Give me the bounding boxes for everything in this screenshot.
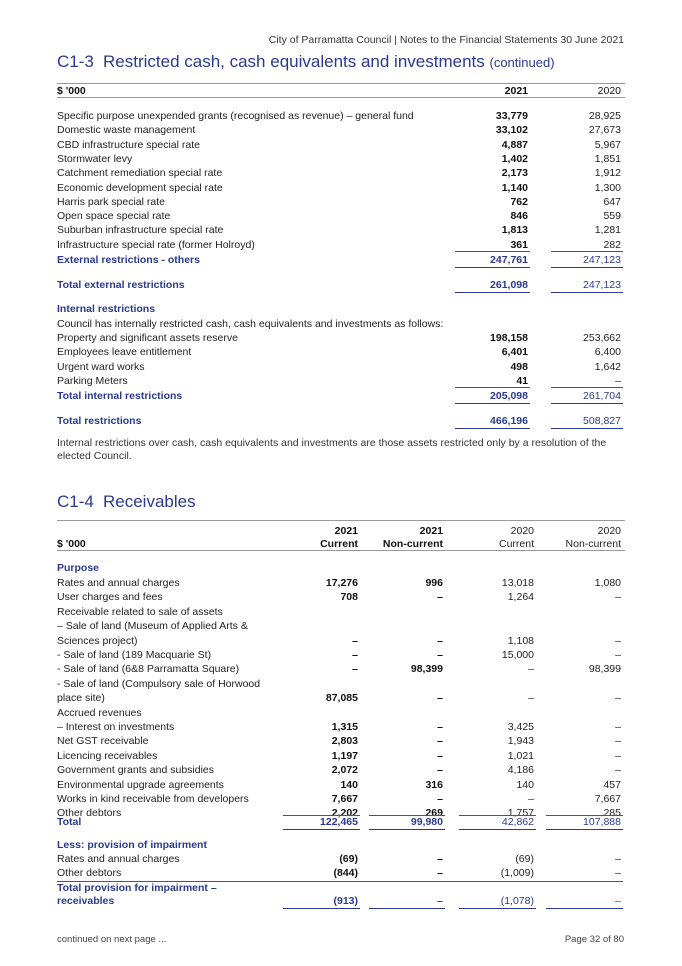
subtotal-rule: [551, 251, 623, 252]
value-2020-noncurrent: –: [615, 764, 621, 777]
external-others-row: [57, 253, 625, 267]
value-2021-current: (913): [333, 895, 358, 907]
value-2020-current: 1,021: [507, 749, 534, 762]
value-2021: 2,173: [501, 167, 528, 180]
section-heading: Restricted cash, cash equivalents and investments: [103, 52, 485, 71]
receivables-total-row: [57, 815, 625, 829]
section-title-c1-4: [57, 492, 196, 512]
value-2021: 205,098: [490, 390, 528, 402]
total-underline: [369, 908, 445, 909]
row-label: User charges and fees: [57, 591, 163, 604]
col-header-bottom: Non-current: [382, 538, 443, 550]
col-2020-header: 2020: [597, 85, 621, 97]
table-row: [57, 138, 625, 152]
value-2021-current: 1,315: [331, 721, 358, 733]
table-row: [57, 706, 625, 720]
less-heading-text: Less: provision of impairment: [57, 839, 207, 851]
table-header-row-2: [57, 537, 625, 551]
unit-header: $ '000: [57, 85, 86, 97]
value-2020-current: 13,018: [501, 577, 534, 589]
value-2021: 1,813: [501, 224, 528, 237]
row-label: Other debtors: [57, 807, 122, 820]
value-2020-current: 140: [516, 778, 534, 791]
value-2020: 247,123: [583, 254, 621, 266]
value-2021: 4,887: [501, 138, 528, 151]
value-2020-noncurrent: 107,888: [583, 816, 621, 828]
value-2021-noncurrent: –: [437, 692, 443, 705]
table-row: [57, 331, 625, 345]
total-provision-row-1: [57, 881, 625, 895]
col-header-top: 2020: [510, 525, 534, 537]
value-2021-noncurrent: 269: [425, 807, 443, 820]
total-restrictions-row: [57, 414, 625, 428]
value-2021: 1,140: [501, 181, 528, 194]
header-bottom-rule: [57, 97, 625, 98]
table-row: [57, 648, 625, 662]
value-2020-current: –: [528, 793, 534, 805]
value-2020: 282: [603, 238, 621, 251]
value-2020-current: –: [528, 692, 534, 705]
unit-header: $ '000: [57, 538, 86, 550]
value-2020: 647: [603, 195, 621, 208]
internal-heading: [57, 302, 625, 316]
value-2021-current: 7,667: [331, 793, 358, 805]
table-top-rule: [57, 520, 625, 521]
row-label: External restrictions - others: [57, 254, 200, 266]
total-underline: [546, 829, 623, 830]
row-label: CBD infrastructure special rate: [57, 138, 200, 151]
table-row: [57, 852, 625, 866]
row-label: Total: [57, 816, 82, 828]
row-label: Sciences project): [57, 634, 138, 647]
table-row: [57, 166, 625, 180]
value-2020-noncurrent: –: [615, 853, 621, 865]
table-row: [57, 634, 625, 648]
continued-note: continued on next page ...: [57, 934, 167, 945]
total-internal-row: [57, 389, 625, 403]
row-label: receivables: [57, 895, 115, 907]
row-label: Specific purpose unexpended grants (recognised as revenue) – general fund: [57, 110, 414, 122]
table-row: [57, 605, 625, 619]
table-row: [57, 181, 625, 195]
value-2021-current: –: [352, 634, 358, 647]
subtotal-underline: [551, 403, 623, 404]
value-2021-noncurrent: –: [437, 764, 443, 777]
row-label: Other debtors: [57, 867, 122, 880]
row-label: Licencing receivables: [57, 749, 158, 762]
row-label: Rates and annual charges: [57, 577, 180, 589]
table-row: [57, 619, 625, 633]
table-row: [57, 749, 625, 763]
row-label: Harris park special rate: [57, 195, 165, 208]
value-2021-noncurrent: –: [437, 749, 443, 762]
row-label: Rates and annual charges: [57, 853, 180, 865]
value-2020: 1,281: [594, 224, 621, 237]
value-2021: 846: [510, 210, 528, 223]
value-2021-current: –: [352, 663, 358, 676]
total-underline: [455, 292, 530, 293]
value-2021-current: 2,072: [331, 764, 358, 777]
value-2021-noncurrent: –: [437, 853, 443, 865]
value-2021: 498: [510, 360, 528, 373]
value-2020-current: –: [528, 663, 534, 676]
value-2021-current: 1,197: [331, 749, 358, 762]
row-label: Urgent ward works: [57, 360, 145, 373]
value-2021-current: 122,465: [320, 816, 358, 828]
page-number: Page 32 of 80: [564, 934, 624, 945]
value-2020-noncurrent: –: [615, 735, 621, 748]
row-label: place site): [57, 692, 105, 705]
table-row: [57, 345, 625, 359]
value-2020-current: 1,943: [507, 735, 534, 748]
row-label: - Sale of land (6&8 Parramatta Square): [57, 663, 240, 676]
total-underline: [551, 292, 623, 293]
section-heading: Receivables: [103, 492, 196, 511]
total-provision-row-2: [57, 894, 625, 908]
section-number: C1-4: [57, 492, 94, 511]
col-2021-header: 2021: [504, 85, 528, 97]
value-2021-noncurrent: –: [437, 721, 443, 733]
value-2021: 1,402: [501, 152, 528, 165]
value-2020: 1,300: [594, 181, 621, 194]
value-2020-noncurrent: –: [615, 895, 621, 907]
value-2020-current: 3,425: [507, 721, 534, 733]
value-2021: 247,761: [490, 254, 528, 266]
value-2021: 198,158: [490, 332, 528, 344]
table-row: [57, 662, 625, 676]
table-row: [57, 677, 625, 691]
value-2020: 6,400: [594, 346, 621, 359]
value-2021-noncurrent: –: [437, 793, 443, 805]
continued-label: (continued): [489, 55, 555, 70]
table-row: [57, 720, 625, 734]
value-2020: 508,827: [583, 415, 621, 427]
row-label: Total provision for impairment –: [57, 882, 217, 894]
value-2021: 261,098: [490, 279, 528, 291]
table-row: [57, 763, 625, 777]
table-row: [57, 109, 625, 123]
value-2021: 6,401: [501, 346, 528, 359]
table-row: [57, 374, 625, 388]
row-label: Net GST receivable: [57, 735, 149, 748]
value-2021-current: 140: [340, 778, 358, 791]
row-label: Economic development special rate: [57, 181, 223, 194]
value-2020-current: 15,000: [501, 649, 534, 661]
table-row: [57, 590, 625, 604]
value-2020: 27,673: [588, 124, 621, 137]
subtotal-rule: [455, 251, 530, 252]
row-label: - Sale of land (Compulsory sale of Horwood: [57, 677, 261, 690]
row-label: – Interest on investments: [57, 721, 175, 733]
value-2020-noncurrent: –: [615, 867, 621, 880]
value-2020-noncurrent: 285: [603, 807, 621, 820]
value-2020-current: 1,108: [507, 634, 534, 647]
less-heading: [57, 838, 625, 852]
subtotal-rule: [455, 387, 530, 388]
header-bottom-rule: [57, 550, 625, 551]
value-2020-noncurrent: 457: [603, 778, 621, 791]
value-2020-noncurrent: 7,667: [594, 793, 621, 805]
value-2021-current: (844): [333, 867, 358, 880]
value-2021-current: (69): [339, 853, 358, 865]
table-row: [57, 778, 625, 792]
value-2020-current: (1,009): [500, 867, 534, 880]
purpose-heading: [57, 561, 625, 575]
value-2020-current: 42,862: [501, 816, 534, 828]
row-label: Government grants and subsidies: [57, 764, 215, 777]
row-label: Employees leave entitlement: [57, 346, 192, 359]
value-2021-current: 2,202: [331, 807, 358, 820]
document-header: City of Parramatta Council | Notes to the Financial Statements 30 June 2021: [268, 34, 624, 46]
value-2020-current: (69): [515, 853, 534, 865]
subtotal-underline: [455, 267, 530, 268]
value-2020: 1,642: [594, 360, 621, 373]
row-label: Total internal restrictions: [57, 390, 183, 402]
value-2021: 33,102: [495, 124, 528, 137]
value-2020-current: 1,264: [507, 591, 534, 604]
value-2021-noncurrent: –: [437, 634, 443, 647]
internal-intro-text: Council has internally restricted cash, cash equivalents and investments as follows:: [57, 318, 444, 330]
row-label: Property and significant assets reserve: [57, 332, 238, 344]
row-label: - Sale of land (189 Macquarie St): [57, 649, 212, 661]
total-underline: [455, 428, 530, 429]
value-2021-noncurrent: –: [437, 649, 443, 661]
value-2021: 361: [510, 238, 528, 251]
row-label: Total restrictions: [57, 415, 142, 427]
value-2021-current: 17,276: [325, 577, 358, 589]
total-underline: [283, 829, 360, 830]
value-2020-noncurrent: –: [615, 749, 621, 762]
table-row: [57, 866, 625, 880]
value-2020: 5,967: [594, 138, 621, 151]
value-2021-current: 2,803: [331, 735, 358, 748]
value-2020: 1,851: [594, 152, 621, 165]
row-label: Works in kind receivable from developers: [57, 793, 249, 805]
total-underline: [459, 829, 536, 830]
table-row: [57, 195, 625, 209]
value-2020: 28,925: [588, 110, 621, 122]
value-2021-noncurrent: 99,980: [410, 816, 443, 828]
row-label: Open space special rate: [57, 210, 171, 223]
value-2020-noncurrent: –: [615, 634, 621, 647]
subtotal-rule: [551, 387, 623, 388]
value-2021: 762: [510, 195, 528, 208]
internal-intro: [57, 317, 625, 331]
row-label: Catchment remediation special rate: [57, 167, 223, 180]
value-2020: 559: [603, 210, 621, 223]
row-label: Parking Meters: [57, 374, 128, 387]
value-2021-noncurrent: –: [437, 735, 443, 748]
col-header-bottom: Current: [498, 538, 534, 550]
table-row: [57, 223, 625, 237]
table-row: [57, 209, 625, 223]
total-underline: [369, 829, 445, 830]
value-2020-noncurrent: 98,399: [588, 663, 621, 676]
value-2021: 41: [516, 374, 528, 387]
value-2021-noncurrent: 996: [425, 577, 443, 589]
table-row: [57, 238, 625, 252]
value-2020-noncurrent: –: [615, 591, 621, 604]
value-2020-noncurrent: –: [615, 721, 621, 733]
total-underline: [459, 908, 536, 909]
table-row: [57, 576, 625, 590]
value-2021-current: 87,085: [325, 692, 358, 705]
subtotal-underline: [455, 403, 530, 404]
table-row: [57, 360, 625, 374]
value-2020-noncurrent: –: [615, 649, 621, 661]
row-label: Suburban infrastructure special rate: [57, 224, 224, 237]
col-header-bottom: Current: [320, 538, 358, 550]
value-2021-noncurrent: –: [437, 895, 443, 907]
value-2020-current: 4,186: [507, 764, 534, 777]
table-header-row: [57, 84, 625, 98]
value-2021: 33,779: [495, 110, 528, 122]
row-label: Environmental upgrade agreements: [57, 778, 224, 791]
total-external-row: [57, 278, 625, 292]
row-label: Stormwater levy: [57, 152, 133, 165]
value-2021-noncurrent: 316: [425, 778, 443, 791]
restrictions-note: Internal restrictions over cash, cash equivalents and investments are those assets restricted only by a resolution of the elected Council.: [57, 437, 607, 462]
value-2020-noncurrent: –: [615, 692, 621, 705]
total-underline: [551, 428, 623, 429]
table-row: [57, 792, 625, 806]
row-label: Infrastructure special rate (former Holroyd): [57, 238, 255, 251]
col-header-top: 2021: [419, 525, 443, 537]
section-number: C1-3: [57, 52, 94, 71]
subtotal-underline: [551, 267, 623, 268]
value-2021-current: –: [352, 649, 358, 661]
col-header-top: 2020: [597, 525, 621, 537]
value-2020: –: [615, 374, 621, 387]
section-title-c1-3: [57, 52, 555, 72]
table-row: [57, 152, 625, 166]
value-2020-noncurrent: 1,080: [594, 577, 621, 589]
col-header-top: 2021: [334, 525, 358, 537]
col-header-bottom: Non-current: [565, 538, 621, 550]
value-2020-current: (1,078): [500, 895, 534, 907]
total-underline: [283, 908, 360, 909]
value-2021-noncurrent: –: [437, 867, 443, 880]
value-2020: 261,704: [583, 390, 621, 402]
internal-heading-text: Internal restrictions: [57, 303, 156, 315]
table-row: [57, 123, 625, 137]
value-2021-noncurrent: 98,399: [410, 663, 443, 676]
total-underline: [546, 908, 623, 909]
value-2020: 247,123: [583, 279, 621, 291]
purpose-heading-text: Purpose: [57, 562, 100, 574]
table-header-row-1: [57, 524, 625, 538]
value-2021-current: 708: [340, 591, 358, 604]
value-2020: 1,912: [594, 167, 621, 180]
table-row: [57, 734, 625, 748]
row-label: Accrued revenues: [57, 706, 142, 719]
row-label: Total external restrictions: [57, 279, 185, 291]
value-2020-current: 1,757: [507, 807, 534, 820]
row-label: Receivable related to sale of assets: [57, 605, 223, 618]
value-2021: 466,196: [490, 415, 528, 427]
value-2021-noncurrent: –: [437, 591, 443, 604]
row-label: Domestic waste management: [57, 124, 196, 137]
row-label: – Sale of land (Museum of Applied Arts &: [57, 620, 248, 633]
table-row: [57, 691, 625, 705]
value-2020: 253,662: [583, 332, 621, 344]
